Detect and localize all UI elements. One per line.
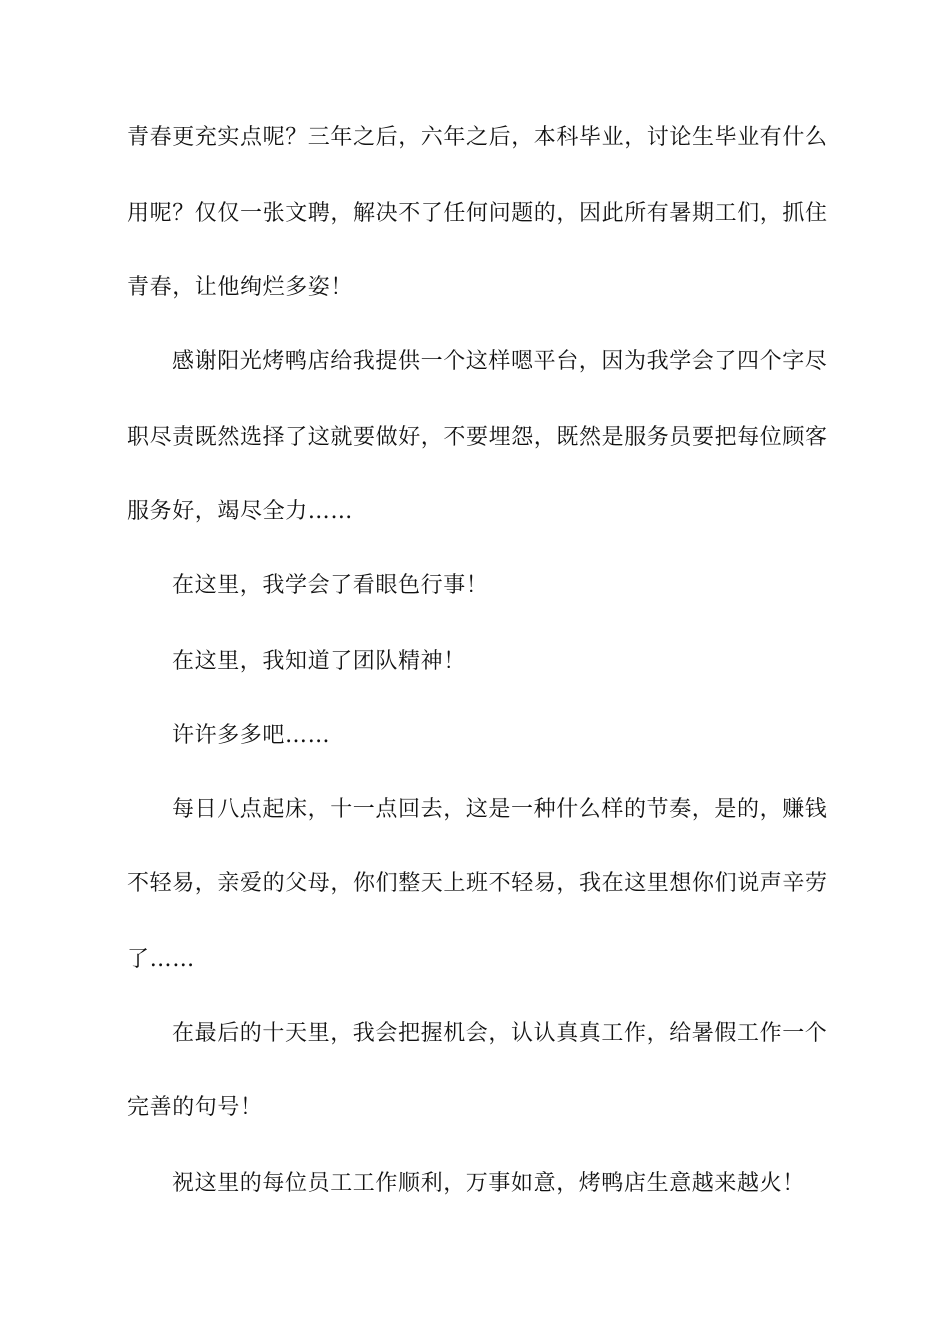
- text-line: 服务好，竭尽全力……: [127, 499, 354, 524]
- text-line: 了……: [127, 947, 195, 972]
- paragraph-start-line: 在最后的十天里，我会把握机会，认认真真工作，给暑假工作一个: [172, 1021, 828, 1046]
- paragraph-start-line: 祝这里的每位员工工作顺利，万事如意，烤鸭店生意越来越火！: [172, 1171, 805, 1196]
- text-line: 职尽责既然选择了这就要做好，不要埋怨，既然是服务员要把每位顾客: [127, 425, 828, 450]
- text-line: 用呢？仅仅一张文聘，解决不了任何问题的，因此所有暑期工们，抓住: [127, 201, 828, 226]
- paragraph-start-line: 在这里，我知道了团队精神！: [172, 649, 466, 674]
- paragraph-start-line: 每日八点起床，十一点回去，这是一种什么样的节奏，是的，赚钱: [172, 797, 828, 822]
- paragraph-start-line: 许许多多吧……: [172, 723, 331, 748]
- text-line: 完善的句号！: [127, 1095, 263, 1120]
- text-line: 青春更充实点呢？三年之后，六年之后，本科毕业，讨论生毕业有什么: [127, 125, 828, 150]
- paragraph-start-line: 感谢阳光烤鸭店给我提供一个这样嗯平台，因为我学会了四个字尽: [172, 349, 828, 374]
- text-line: 不轻易，亲爱的父母，你们整天上班不轻易，我在这里想你们说声辛劳: [127, 871, 828, 896]
- text-line: 青春，让他绚烂多姿！: [127, 275, 354, 300]
- paragraph-start-line: 在这里，我学会了看眼色行事！: [172, 573, 489, 598]
